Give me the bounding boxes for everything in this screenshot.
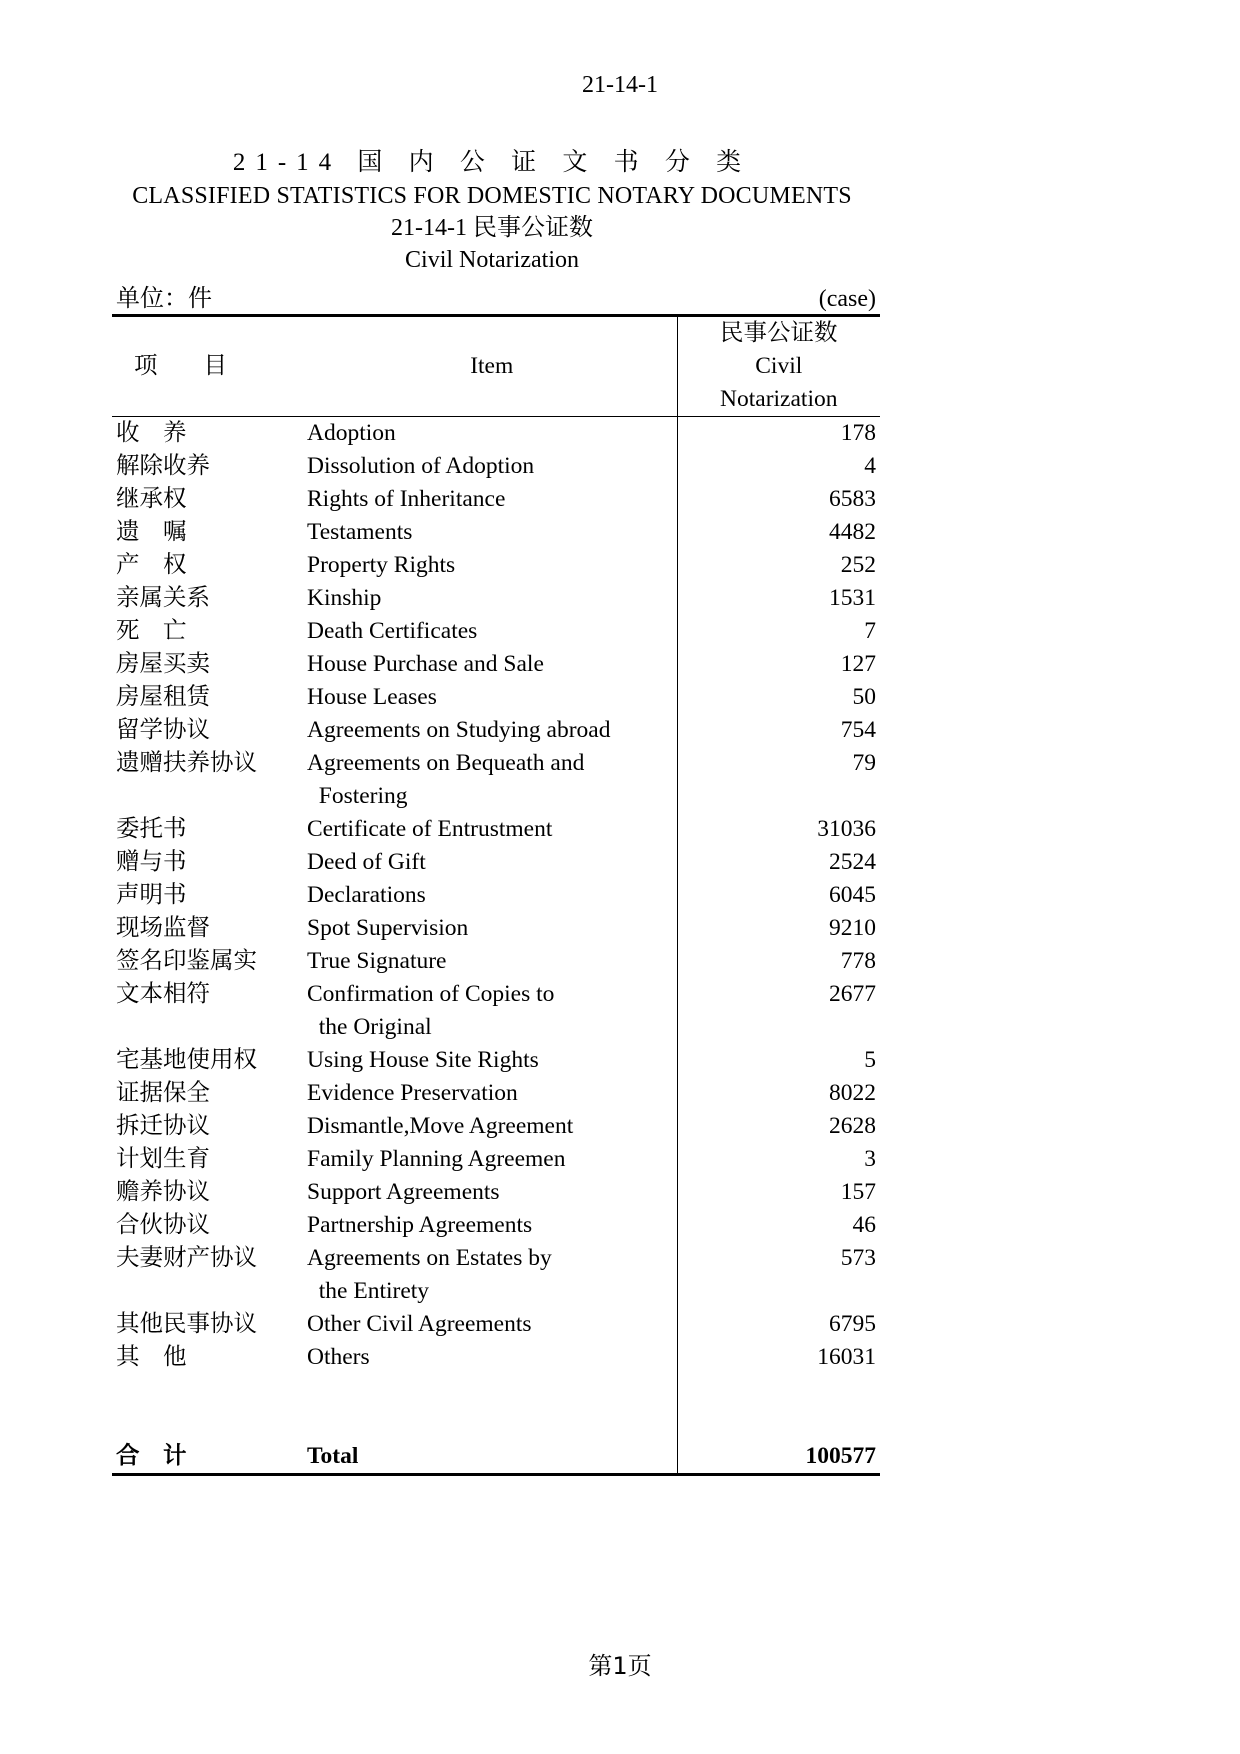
table-row [112, 813, 880, 846]
table-row [112, 1341, 880, 1374]
row-value: 50 [677, 681, 880, 714]
row-label-en: Dissolution of Adoption [307, 453, 535, 479]
table-row [112, 945, 880, 978]
row-label-en: Declarations [307, 882, 426, 908]
row-value: 778 [677, 945, 880, 978]
row-label-cn: 计划生育 [116, 1146, 210, 1172]
total-label-en: Total [307, 1440, 677, 1475]
row-value: 3 [677, 1143, 880, 1176]
table-row [112, 648, 880, 681]
row-label-en: Partnership Agreements [307, 1212, 533, 1238]
row-label-cn: 遗赠扶养协议 [116, 750, 257, 776]
row-label-en: Family Planning Agreemen [307, 1146, 566, 1172]
table-row [112, 1143, 880, 1176]
table-row [112, 1176, 880, 1209]
row-value: 157 [677, 1176, 880, 1209]
row-label-cn: 其 他 [116, 1344, 187, 1370]
table-row [112, 714, 880, 747]
row-label-en: Support Agreements [307, 1179, 500, 1205]
table-row [112, 549, 880, 582]
row-value: 31036 [677, 813, 880, 846]
spacer-row [112, 1374, 880, 1440]
row-label-cn: 房屋租赁 [116, 684, 210, 710]
row-label-cn: 留学协议 [116, 717, 210, 743]
row-value: 127 [677, 648, 880, 681]
row-value: 16031 [677, 1341, 880, 1374]
table-row [112, 1044, 880, 1077]
row-label-cn: 赠与书 [116, 849, 187, 875]
row-label-en: Adoption [307, 420, 396, 446]
row-label-en: Rights of Inheritance [307, 486, 506, 512]
row-value: 79 [677, 747, 880, 813]
row-label-cn: 房屋买卖 [116, 651, 210, 677]
row-label-en: Property Rights [307, 552, 456, 578]
row-label-cn: 其他民事协议 [116, 1311, 257, 1337]
table-row [112, 1077, 880, 1110]
table-row [112, 516, 880, 549]
row-value: 2524 [677, 846, 880, 879]
row-label-cn: 签名印鉴属实 [116, 948, 257, 974]
row-label-en: Agreements on Studying abroad [307, 717, 611, 743]
row-value: 6795 [677, 1308, 880, 1341]
row-label-en: True Signature [307, 948, 447, 974]
table-row [112, 1209, 880, 1242]
row-label-en: Kinship [307, 585, 382, 611]
row-label-en: Testaments [307, 519, 413, 545]
row-value: 2677 [677, 978, 880, 1044]
page-number: 第1页 [588, 1652, 652, 1680]
table-row [112, 1110, 880, 1143]
table-row [112, 417, 880, 451]
row-label-en: Certificate of Entrustment [307, 816, 553, 842]
header-value [677, 317, 880, 417]
row-value: 178 [677, 417, 880, 451]
row-label-en: Using House Site Rights [307, 1047, 539, 1073]
row-value: 9210 [677, 912, 880, 945]
table-body [112, 417, 880, 1475]
table-row [112, 912, 880, 945]
row-label-en: Agreements on Estates by the Entirety [307, 1245, 552, 1304]
table-row [112, 1308, 880, 1341]
table-row [112, 978, 880, 1044]
row-label-en: House Purchase and Sale [307, 651, 544, 677]
row-label-en: Agreements on Bequeath and Fostering [307, 750, 585, 809]
row-label-en: Dismantle,Move Agreement [307, 1113, 574, 1139]
row-value: 6045 [677, 879, 880, 912]
row-value: 573 [677, 1242, 880, 1308]
row-label-en: House Leases [307, 684, 437, 710]
header-item-en: Item [307, 317, 677, 417]
header-value-en-1: Civil [755, 353, 803, 379]
row-value: 46 [677, 1209, 880, 1242]
statistics-table [112, 314, 880, 1476]
unit-cn: 单位：件 [116, 286, 212, 312]
row-value: 8022 [677, 1077, 880, 1110]
subtitle-cn: 21-14-1 民事公证数 [391, 215, 593, 241]
row-value: 4 [677, 450, 880, 483]
row-label-en: Others [307, 1344, 370, 1370]
unit-row [112, 284, 880, 314]
row-label-cn: 委托书 [116, 816, 187, 842]
total-label-cn: 合 计 [112, 1440, 307, 1475]
row-label-cn: 亲属关系 [116, 585, 210, 611]
row-value: 4482 [677, 516, 880, 549]
row-label-en: Evidence Preservation [307, 1080, 518, 1106]
table-row [112, 1242, 880, 1308]
header-item-cn [112, 317, 307, 417]
row-label-cn: 夫妻财产协议 [116, 1245, 257, 1271]
row-label-en: Confirmation of Copies to the Original [307, 981, 555, 1040]
header-item-cn-1: 项 [134, 353, 158, 379]
row-value: 2628 [677, 1110, 880, 1143]
row-value: 252 [677, 549, 880, 582]
row-value: 1531 [677, 582, 880, 615]
row-label-cn: 现场监督 [116, 915, 210, 941]
header-value-en-2: Notarization [720, 386, 838, 412]
row-label-cn: 收 养 [116, 420, 187, 446]
title-en: CLASSIFIED STATISTICS FOR DOMESTIC NOTARY DOCUMENTS [132, 183, 852, 209]
row-label-cn: 证据保全 [116, 1080, 210, 1106]
row-label-en: Spot Supervision [307, 915, 469, 941]
row-label-cn: 产 权 [116, 552, 187, 578]
table-row [112, 681, 880, 714]
row-label-cn: 解除收养 [116, 453, 210, 479]
row-label-cn: 赡养协议 [116, 1179, 210, 1205]
row-label-cn: 合伙协议 [116, 1212, 210, 1238]
row-label-cn: 宅基地使用权 [116, 1047, 257, 1073]
page-code: 21-14-1 [582, 72, 658, 98]
table-header [112, 317, 880, 417]
row-value: 754 [677, 714, 880, 747]
row-value: 7 [677, 615, 880, 648]
row-label-cn: 继承权 [116, 486, 187, 512]
table-row [112, 846, 880, 879]
header-item-cn-2: 目 [203, 353, 227, 379]
table-row [112, 483, 880, 516]
row-label-cn: 拆迁协议 [116, 1113, 210, 1139]
row-label-en: Deed of Gift [307, 849, 426, 875]
row-value: 6583 [677, 483, 880, 516]
total-row [112, 1440, 880, 1475]
total-value: 100577 [677, 1440, 880, 1475]
table-row [112, 615, 880, 648]
header-value-cn: 民事公证数 [720, 320, 838, 346]
row-value: 5 [677, 1044, 880, 1077]
row-label-cn: 文本相符 [116, 981, 210, 1007]
row-label-cn: 遗 嘱 [116, 519, 187, 545]
table-row [112, 879, 880, 912]
table-row [112, 450, 880, 483]
row-label-en: Death Certificates [307, 618, 478, 644]
table-row [112, 747, 880, 813]
row-label-cn: 声明书 [116, 882, 187, 908]
row-label-cn: 死 亡 [116, 618, 187, 644]
title-block [112, 146, 872, 276]
unit-en: (case) [818, 286, 876, 312]
title-cn: 21-14 国 内 公 证 文 书 分 类 [232, 149, 752, 176]
row-label-en: Other Civil Agreements [307, 1311, 532, 1337]
subtitle-en: Civil Notarization [405, 247, 579, 273]
table-row [112, 582, 880, 615]
